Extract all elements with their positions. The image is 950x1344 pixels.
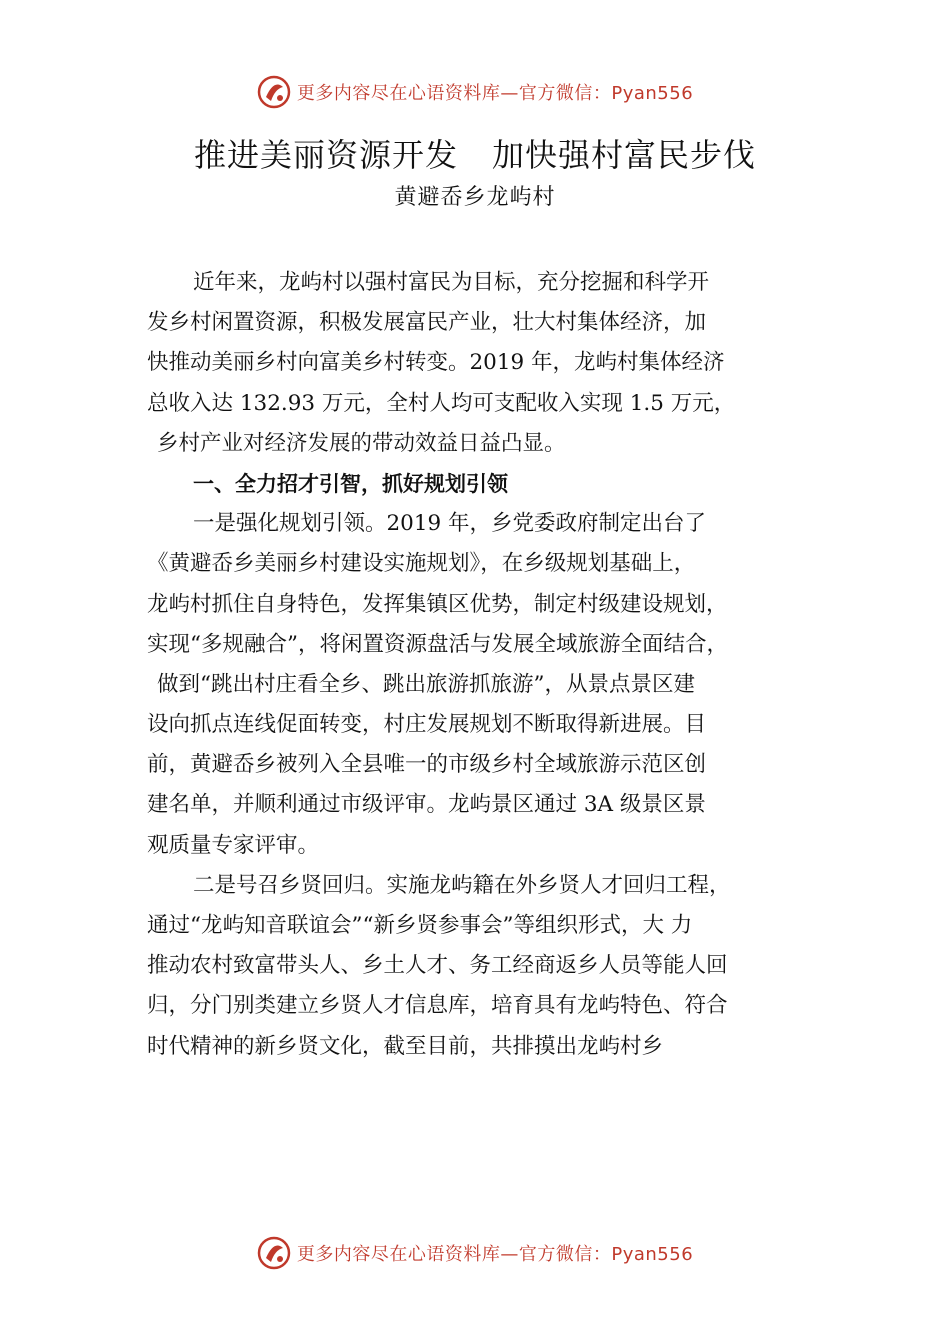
text-line: 二是号召乡贤回归。实施龙屿籍在外乡贤人才回归工程， xyxy=(193,872,731,898)
banner-text: 更多内容尽在心语资料库—官方微信：Pyan556 xyxy=(296,83,694,104)
text-line: 设向抓点连线促面转变，村庄发展规划不断取得新进展。目 xyxy=(147,712,707,738)
document-body xyxy=(147,263,812,1067)
document-subtitle: 黄避岙乡龙屿村 xyxy=(394,185,556,210)
text-line: 建名单，并顺利通过市级评审。龙屿景区通过 3A 级景区景 xyxy=(147,792,706,818)
brand-logo-icon xyxy=(257,1236,291,1270)
text-line: 实现“多规融合”，将闲置资源盘活与发展全域旅游全面结合， xyxy=(147,631,728,657)
text-line: 推动农村致富带头人、乡土人才、务工经商返乡人员等能人回 xyxy=(147,953,728,979)
text-line: 观质量专家评审。 xyxy=(147,832,320,858)
text-line: 一是强化规划引领。2019 年，乡党委政府制定出台了 xyxy=(193,511,707,537)
text-line: 快推动美丽乡村向富美乡村转变。2019 年，龙屿村集体经济 xyxy=(147,350,725,376)
text-line: 前，黄避岙乡被列入全县唯一的市级乡村全域旅游示范区创 xyxy=(147,752,707,778)
text-line: 乡村产业对经济发展的带动效益日益凸显。 xyxy=(157,430,566,456)
text-line: 做到“跳出村庄看全乡、跳出旅游抓旅游”，从景点景区建 xyxy=(157,671,695,697)
text-line: 发乡村闲置资源，积极发展富民产业，壮大村集体经济，加 xyxy=(147,310,707,336)
text-line: 龙屿村抓住自身特色，发挥集镇区优势，制定村级建设规划， xyxy=(147,591,728,617)
bottom-banner xyxy=(0,1233,950,1273)
text-line: 总收入达 132.93 万元，全村人均可支配收入实现 1.5 万元， xyxy=(147,390,736,416)
text-line: 归，分门别类建立乡贤人才信息库，培育具有龙屿特色、符合 xyxy=(147,993,728,1019)
title-part-1: 推进美丽资源开发 xyxy=(193,136,458,174)
text-line: 时代精神的新乡贤文化，截至目前，共排摸出龙屿村乡 xyxy=(147,1033,664,1059)
document-title xyxy=(0,130,950,176)
brand-logo-icon xyxy=(257,75,291,109)
title-part-2: 加快强村富民步伐 xyxy=(492,136,757,174)
text-line: 近年来，龙屿村以强村富民为目标，充分挖掘和科学开 xyxy=(193,270,710,295)
top-banner xyxy=(0,72,950,112)
section-heading: 一、全力招才引智，抓好规划引领 xyxy=(193,471,508,496)
text-line: 通过“龙屿知音联谊会”“新乡贤参事会”等组织形式，大 力 xyxy=(147,913,693,938)
text-line: 《黄避岙乡美丽乡村建设实施规划》，在乡级规划基础上， xyxy=(147,551,696,577)
banner-text: 更多内容尽在心语资料库—官方微信：Pyan556 xyxy=(296,1244,694,1265)
